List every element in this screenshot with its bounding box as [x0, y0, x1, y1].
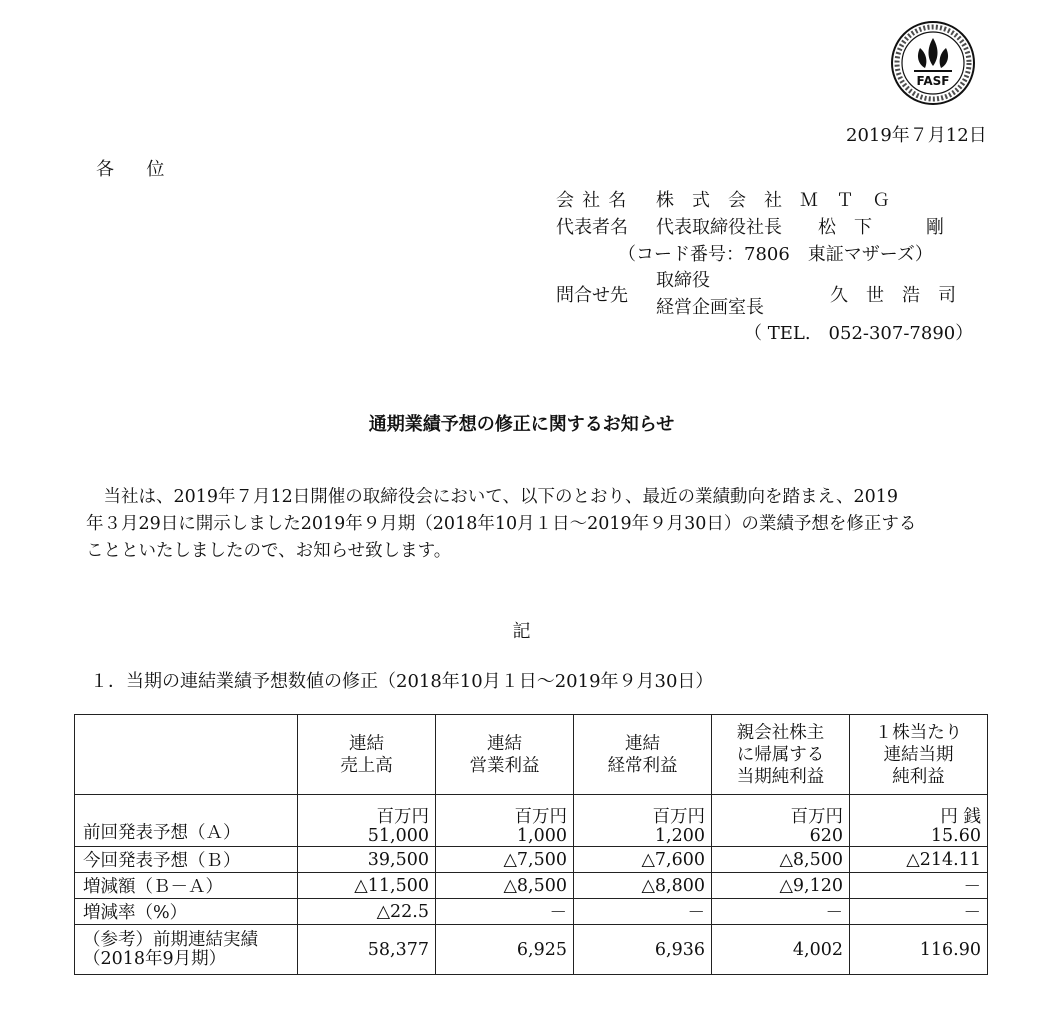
- contact-tel: （ TEL. 052-307-7890）: [744, 323, 974, 344]
- value: －: [436, 899, 574, 925]
- value: －: [850, 899, 988, 925]
- value: 4,002: [712, 925, 850, 975]
- header-line: 連結当期: [883, 744, 954, 765]
- value: 620: [809, 826, 843, 846]
- value: 6,936: [574, 925, 712, 975]
- company-name-value: 株 式 会 社 Ｍ Ｔ Ｇ: [656, 190, 890, 211]
- value: △8,500: [436, 873, 574, 899]
- value: △11,500: [298, 873, 436, 899]
- fasf-logo: [890, 20, 976, 106]
- value: △214.11: [850, 847, 988, 873]
- contact-title-1: 取締役: [656, 270, 710, 291]
- section-heading: １．当期の連結業績予想数値の修正（2018年10月１日～2019年９月30日）: [90, 671, 714, 692]
- header-line: に帰属する: [736, 744, 825, 765]
- header-ordinary-income: [574, 715, 712, 795]
- value: －: [850, 873, 988, 899]
- unit-label: 円 銭: [940, 807, 981, 827]
- representative-label: 代表者名: [556, 217, 628, 238]
- header-line: 親会社株主: [736, 722, 825, 743]
- cell: [850, 795, 988, 847]
- header-line: 当期純利益: [736, 766, 825, 787]
- value: 39,500: [298, 847, 436, 873]
- value: △8,800: [574, 873, 712, 899]
- value: 1,000: [516, 826, 567, 846]
- contact-label: 問合せ先: [556, 285, 628, 306]
- cell: [436, 795, 574, 847]
- contact-name: 久 世 浩 司: [830, 285, 956, 306]
- cell: [298, 795, 436, 847]
- value: △8,500: [712, 847, 850, 873]
- row-label: 増減額（Ｂ－Ａ）: [75, 873, 298, 899]
- header-line: 経常利益: [607, 755, 678, 776]
- body-line: ことといたしましたので、お知らせ致します。: [86, 541, 452, 561]
- header-line: 連結: [487, 733, 522, 754]
- ref-label-line: （2018年9月期）: [83, 948, 227, 969]
- release-date: 2019年７月12日: [846, 125, 987, 146]
- stock-code-line: （コード番号：7806 東証マザーズ）: [618, 244, 933, 265]
- contact-title-2: 経営企画室長: [656, 297, 764, 318]
- unit-label: 百万円: [790, 807, 843, 827]
- header-blank: [75, 715, 298, 795]
- body-line: 年３月29日に開示しました2019年９月期（2018年10月１日～2019年９月30日）の業績予想を修正する: [86, 514, 917, 534]
- value: △7,600: [574, 847, 712, 873]
- row-label: 増減率（%）: [75, 899, 298, 925]
- table-row-reference: [75, 925, 988, 975]
- value: △22.5: [298, 899, 436, 925]
- header-eps: [850, 715, 988, 795]
- row-label: 今回発表予想（Ｂ）: [75, 847, 298, 873]
- company-name-label: 会社名: [556, 190, 635, 211]
- header-line: 純利益: [892, 766, 945, 787]
- value: 1,200: [654, 826, 705, 846]
- table-row: [75, 899, 988, 925]
- header-net-sales: [298, 715, 436, 795]
- value: 58,377: [298, 925, 436, 975]
- table-row: [75, 795, 988, 847]
- document-title: 通期業績予想の修正に関するお知らせ: [368, 414, 675, 435]
- body-line: 当社は、2019年７月12日開催の取締役会において、以下のとおり、最近の業績動向を踏まえ、2019: [86, 487, 899, 507]
- value: △7,500: [436, 847, 574, 873]
- cell: [574, 795, 712, 847]
- value: －: [712, 899, 850, 925]
- representative-value: 代表取締役社長 松 下 剛: [656, 217, 944, 238]
- value: 6,925: [436, 925, 574, 975]
- row-label: [75, 925, 298, 975]
- value: 51,000: [367, 826, 429, 846]
- cell: [712, 795, 850, 847]
- header-line: 連結: [625, 733, 660, 754]
- logo-text: FASF: [916, 74, 950, 88]
- value: －: [574, 899, 712, 925]
- header-net-income: [712, 715, 850, 795]
- header-line: １株当たり: [874, 722, 963, 743]
- forecast-table: [74, 714, 988, 975]
- table-row: [75, 847, 988, 873]
- unit-label: 百万円: [376, 807, 429, 827]
- addressee: 各 位: [96, 159, 172, 180]
- value: 116.90: [850, 925, 988, 975]
- table-row: [75, 873, 988, 899]
- value: △9,120: [712, 873, 850, 899]
- row-label: 前回発表予想（Ａ）: [75, 795, 298, 847]
- ref-label-line: （参考）前期連結実績: [83, 929, 258, 950]
- header-line: 連結: [349, 733, 384, 754]
- value: 15.60: [930, 826, 981, 846]
- header-line: 売上高: [340, 755, 393, 776]
- ki-heading: 記: [512, 621, 531, 642]
- body-paragraph: [86, 484, 981, 565]
- unit-label: 百万円: [514, 807, 567, 827]
- header-operating-income: [436, 715, 574, 795]
- table-header-row: [75, 715, 988, 795]
- unit-label: 百万円: [652, 807, 705, 827]
- header-line: 営業利益: [469, 755, 540, 776]
